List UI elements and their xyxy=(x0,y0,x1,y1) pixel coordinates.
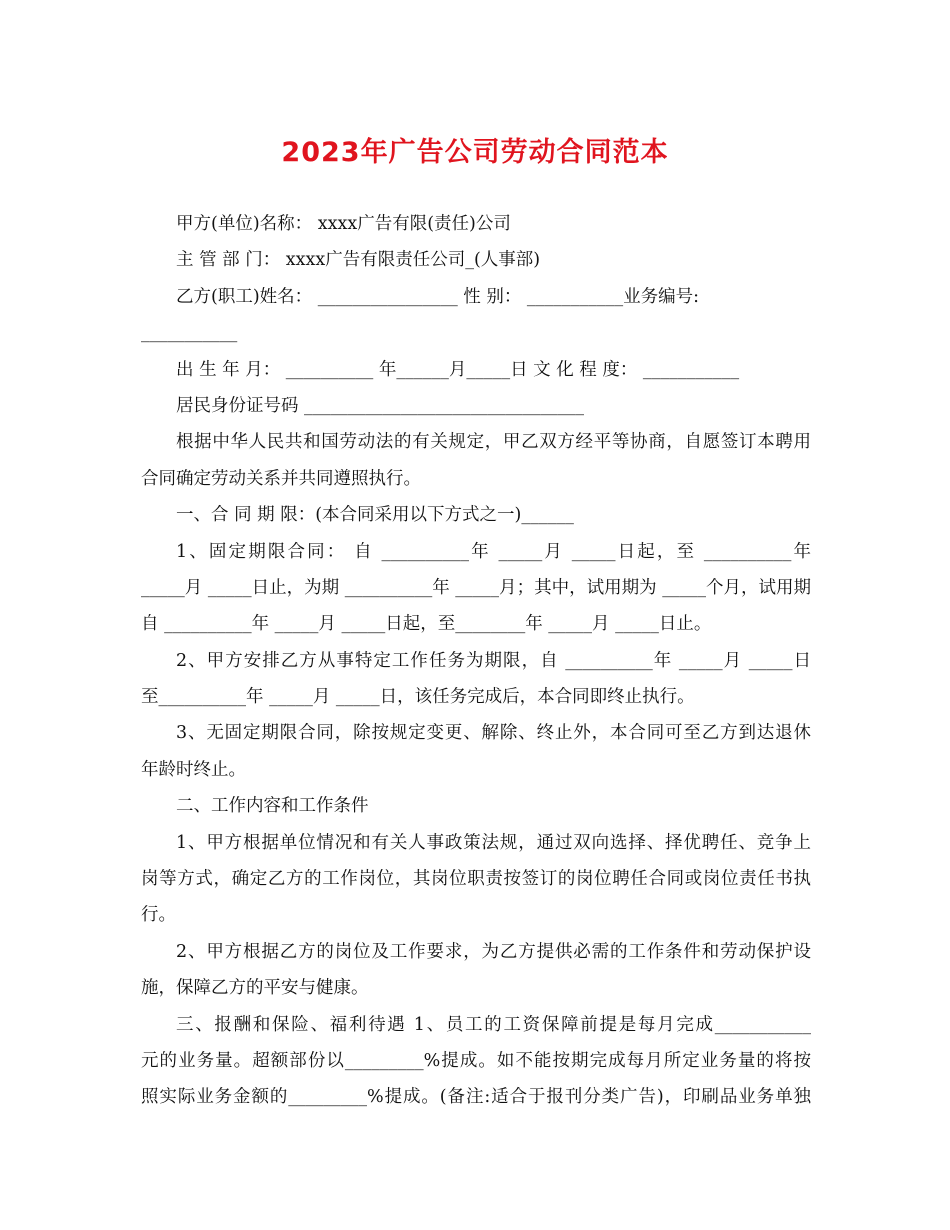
paragraph-line: 3、无固定期限合同，除按规定变更、解除、终止外，本合同可至乙方到达退休 xyxy=(176,723,811,744)
party-a-name-line: 甲方(单位)名称： xxxx广告有限(责任)公司 xyxy=(176,214,511,234)
paragraph-line: 合同确定劳动关系并共同遵照执行。 xyxy=(141,468,421,489)
paragraph-line: 根据中华人民共和国劳动法的有关规定，甲乙双方经平等协商，自愿签订本聘用 xyxy=(176,432,811,453)
document-body xyxy=(141,206,811,1116)
paragraph-line: 行。 xyxy=(141,905,176,926)
paragraph-line: 施，保障乙方的平安与健康。 xyxy=(141,978,369,999)
paragraph-line: 年龄时终止。 xyxy=(141,759,246,780)
section-heading: 三、报酬和保险、福利待遇 1、员工的工资保障前提是每月完成___________ xyxy=(176,1014,811,1035)
paragraph-line: 岗等方式，确定乙方的工作岗位，其岗位职责按签订的岗位聘任合同或岗位责任书执 xyxy=(141,869,811,890)
paragraph-line: 1、甲方根据单位情况和有关人事政策法规，通过双向选择、择优聘任、竞争上 xyxy=(176,832,811,853)
id-number-line: 居民身份证号码 ________________________________ xyxy=(176,395,585,416)
section-heading: 二、工作内容和工作条件 xyxy=(176,796,369,817)
paragraph-line: 1、固定期限合同： 自 __________年 _____月 _____日起，至 __________年 xyxy=(176,541,811,562)
paragraph-line: 2、甲方根据乙方的岗位及工作要求，为乙方提供必需的工作条件和劳动保护设 xyxy=(176,941,811,962)
paragraph-line: 元的业务量。超额部份以_________%提成。如不能按期完成每月所定业务量的将按 xyxy=(141,1050,811,1071)
document-title: 2023年广告公司劳动合同范本 xyxy=(281,137,669,168)
paragraph-line: 自 __________年 _____月 _____日起，至________年 _____月 _____日止。 xyxy=(141,614,712,635)
paragraph-line: 2、甲方安排乙方从事特定工作任务为期限，自 __________年 _____月 _____日 xyxy=(176,650,811,671)
section-heading: 一、合 同 期 限：(本合同采用以下方式之一)______ xyxy=(176,505,574,526)
paragraph-line: 至__________年 _____月 _____日，该任务完成后，本合同即终止执行。 xyxy=(141,687,695,708)
department-line: 主 管 部 门： xxxx广告有限责任公司_(人事部) xyxy=(176,250,541,271)
paragraph-line: 照实际业务金额的_________%提成。(备注:适合于报刊分类广告)，印刷品业务单独 xyxy=(141,1087,811,1108)
birth-education-line: 出 生 年 月： __________ 年______月_____日 文 化 程 度： ___________ xyxy=(176,359,740,380)
party-b-info-line: 乙方(职工)姓名： ________________ 性 别： ___________业务编号: xyxy=(176,286,700,307)
paragraph-line: _____月 _____日止，为期 __________年 _____月；其中，试用期为 _____个月，试用期 xyxy=(141,577,811,598)
business-number-blank: ___________ xyxy=(141,323,238,344)
